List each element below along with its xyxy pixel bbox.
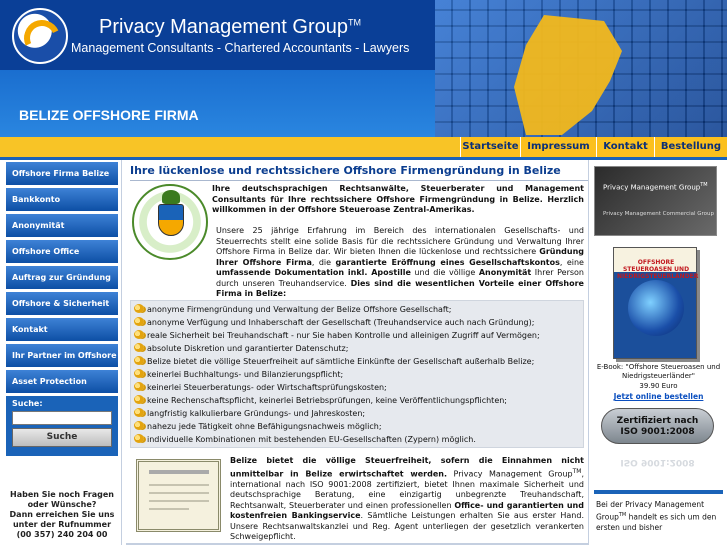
search-panel: [6, 396, 118, 456]
topnav-spacer: [0, 137, 460, 157]
certificate-line: [149, 508, 189, 510]
help-line: Dann erreichen Sie uns: [9, 510, 115, 519]
order-online-link[interactable]: Jetzt online bestellen: [613, 392, 704, 401]
about-text: Bei der Privacy Management Group™ handelt es sich um den ersten und bisher: [596, 500, 717, 532]
iso-certificate-image: [136, 459, 221, 532]
ebook-description: E-Book: "Offshore Steueroasen und Niedrigsteuerländer": [596, 363, 721, 380]
promo-title: Privacy Management Group™: [603, 182, 708, 192]
list-item: reale Sicherheit bei Treuhandschaft - nur Sie haben Kontrolle und alleinigen Zugriff auf Vermögen;: [134, 329, 540, 342]
iso-certified-badge[interactable]: [601, 408, 714, 444]
help-line: Haben Sie noch Fragen: [10, 490, 114, 499]
search-label: Suche:: [12, 399, 43, 408]
sidebar-item-anonymitaet[interactable]: Anonymität: [6, 214, 118, 238]
certification-paragraph: Belize bietet die völlige Steuerfreiheit, sofern die Einnahmen nicht unmittelbar in Belize erwirtschaftet werden. Privacy Management Group™, international nach ISO 9001:2008 zertifiziert, bietet Ihnen maximale Sicherheit und deutschsprachige Beratung, eine einzigartig unbegrenzte Treuhandschaft, Rechtsanwalt, Steuerberater und einen professionellen Office- und garantierten und kostenfreien Bankingservice. Sämtliche Leistungen erhalten Sie aus erster Hand. Unsere Rechtsanwaltskanzlei und Reg. Agent unterliegen der gesetzlich verankerten Schweigepflicht.: [230, 456, 584, 542]
nav-startseite[interactable]: Startseite: [460, 137, 520, 157]
sidebar-item-auftrag[interactable]: Auftrag zur Gründung: [6, 266, 118, 290]
iso-badge-reflection: ISO 9001:2008: [620, 457, 695, 467]
help-phone: (00 357) 240 204 00: [16, 530, 108, 539]
sidebar-item-bankkonto[interactable]: Bankkonto: [6, 188, 118, 212]
ebook-cover[interactable]: [613, 247, 697, 359]
nav-kontakt[interactable]: Kontakt: [596, 137, 654, 157]
coins-icon: [134, 408, 144, 417]
advantages-list: [130, 300, 584, 448]
coins-icon: [134, 382, 144, 391]
intro-paragraph: Unsere 25 jährige Erfahrung im Bereich des internationalen Gesellschafts- und Steuerrechts stellt eine solide Basis für die rechtssichere Gründung und Verwaltung Ihrer Offshore Firma in Belize dar. Wir bieten Ihnen die lückenlose und rechtssichere Gründung Ihrer Offshore Firma, die garantierte Eröffnung eines Gesellschaftskontos, eine umfassende Dokumentation inkl. Apostille und die völlige Anonymität Ihrer Person durch unseren Treuhandservice. Dies sind die wesentlichen Vorteile einer Offshore Firma in Belize:: [216, 226, 584, 298]
coins-icon: [134, 317, 144, 326]
ebook-price: 39.90 Euro: [639, 382, 678, 390]
list-item: keine Rechenschaftspflicht, keinerlei Betriebsprüfungen, keine Veröffentlichungspflichten;: [134, 394, 507, 407]
coins-icon: [134, 343, 144, 352]
book-title: OFFSHORE STEUEROASEN UND NIEDRIGSTEUERLÄNDER: [617, 259, 699, 280]
coins-icon: [134, 369, 144, 378]
intro-bold: Ihre deutschsprachigen Rechtsanwälte, Steuerberater und Management Consultants für Ihre rechtssichere Offshore Firmengründung in Belize. Herzlich willkommen in der Offshore Steueroase Zentral-Amerikas.: [212, 184, 584, 214]
sidebar-item-partner[interactable]: Ihr Partner im Offshore: [6, 344, 118, 368]
list-item: Belize bietet die völlige Steuerfreiheit auf sämtliche Einkünfte der Gesellschaft außerhalb Belize;: [134, 355, 534, 368]
sidebar-item-sicherheit[interactable]: Offshore & Sicherheit: [6, 292, 118, 316]
list-item: anonyme Firmengründung und Verwaltung der Belize Offshore Gesellschaft;: [134, 303, 451, 316]
list-item: individuelle Kombinationen mit bestehenden EU-Gesellschaften (Zypern) möglich.: [134, 433, 476, 446]
right-column: [588, 160, 727, 545]
search-input[interactable]: [12, 411, 112, 425]
list-item: keinerlei Buchhaltungs- und Bilanzierungspflicht;: [134, 368, 343, 381]
nav-bestellung[interactable]: Bestellung: [654, 137, 727, 157]
logo-swirl-icon: [19, 15, 65, 61]
certificate-line: [149, 484, 209, 486]
sidebar-item-offshore-office[interactable]: Offshore Office: [6, 240, 118, 264]
list-item: nahezu jede Tätigkeit ohne Befähigungsnachweis möglich;: [134, 420, 382, 433]
certificate-line: [149, 500, 209, 502]
globe-icon: [628, 280, 684, 336]
help-line: unter der Rufnummer: [12, 520, 112, 529]
coins-icon: [134, 356, 144, 365]
coins-icon: [134, 395, 144, 404]
list-item: keinerlei Steuerberatungs- oder Wirtschaftsprüfungskosten;: [134, 381, 387, 394]
list-item: absolute Diskretion und garantierter Datenschutz;: [134, 342, 348, 355]
search-button[interactable]: Suche: [12, 428, 112, 447]
help-contact-text: [6, 490, 118, 540]
about-box: [594, 490, 723, 545]
company-logo[interactable]: [12, 8, 68, 64]
coins-icon: [134, 421, 144, 430]
certificate-line: [149, 492, 209, 494]
sidebar-item-kontakt[interactable]: Kontakt: [6, 318, 118, 342]
list-item: langfristig kalkulierbare Gründungs- und Jahreskosten;: [134, 407, 365, 420]
coins-icon: [134, 434, 144, 443]
promo-banner[interactable]: [594, 166, 717, 236]
sidebar-item-offshore-firma-belize[interactable]: Offshore Firma Belize: [6, 162, 118, 186]
sidebar: [0, 160, 122, 545]
belize-coat-of-arms-icon: [132, 184, 208, 260]
nav-impressum[interactable]: Impressum: [520, 137, 596, 157]
company-tagline: Management Consultants - Chartered Accountants - Lawyers: [71, 41, 410, 55]
company-name: Privacy Management Group™: [99, 16, 362, 38]
main-title: Ihre lückenlose und rechtssichere Offshore Firmengründung in Belize: [130, 164, 590, 181]
certificate-header-line: [149, 470, 209, 474]
site-header: [0, 0, 727, 137]
iso-badge-line: ISO 9001:2008: [620, 427, 695, 437]
coins-icon: [134, 330, 144, 339]
crest-shield: [158, 204, 184, 236]
help-line: oder Wünsche?: [27, 500, 97, 509]
sidebar-item-asset-protection[interactable]: Asset Protection: [6, 370, 118, 394]
iso-badge-line: Zertifiziert nach: [616, 416, 699, 426]
page-heading: BELIZE OFFSHORE FIRMA: [19, 107, 199, 123]
main-content: [126, 160, 588, 545]
crest-tree: [162, 190, 180, 204]
top-navigation: [0, 137, 727, 157]
coins-icon: [134, 304, 144, 313]
promo-subtitle: Privacy Management Commercial Group: [603, 211, 715, 217]
list-item: anonyme Verfügung und Inhaberschaft der Gesellschaft (Treuhandservice auch nach Gründung);: [134, 316, 534, 329]
